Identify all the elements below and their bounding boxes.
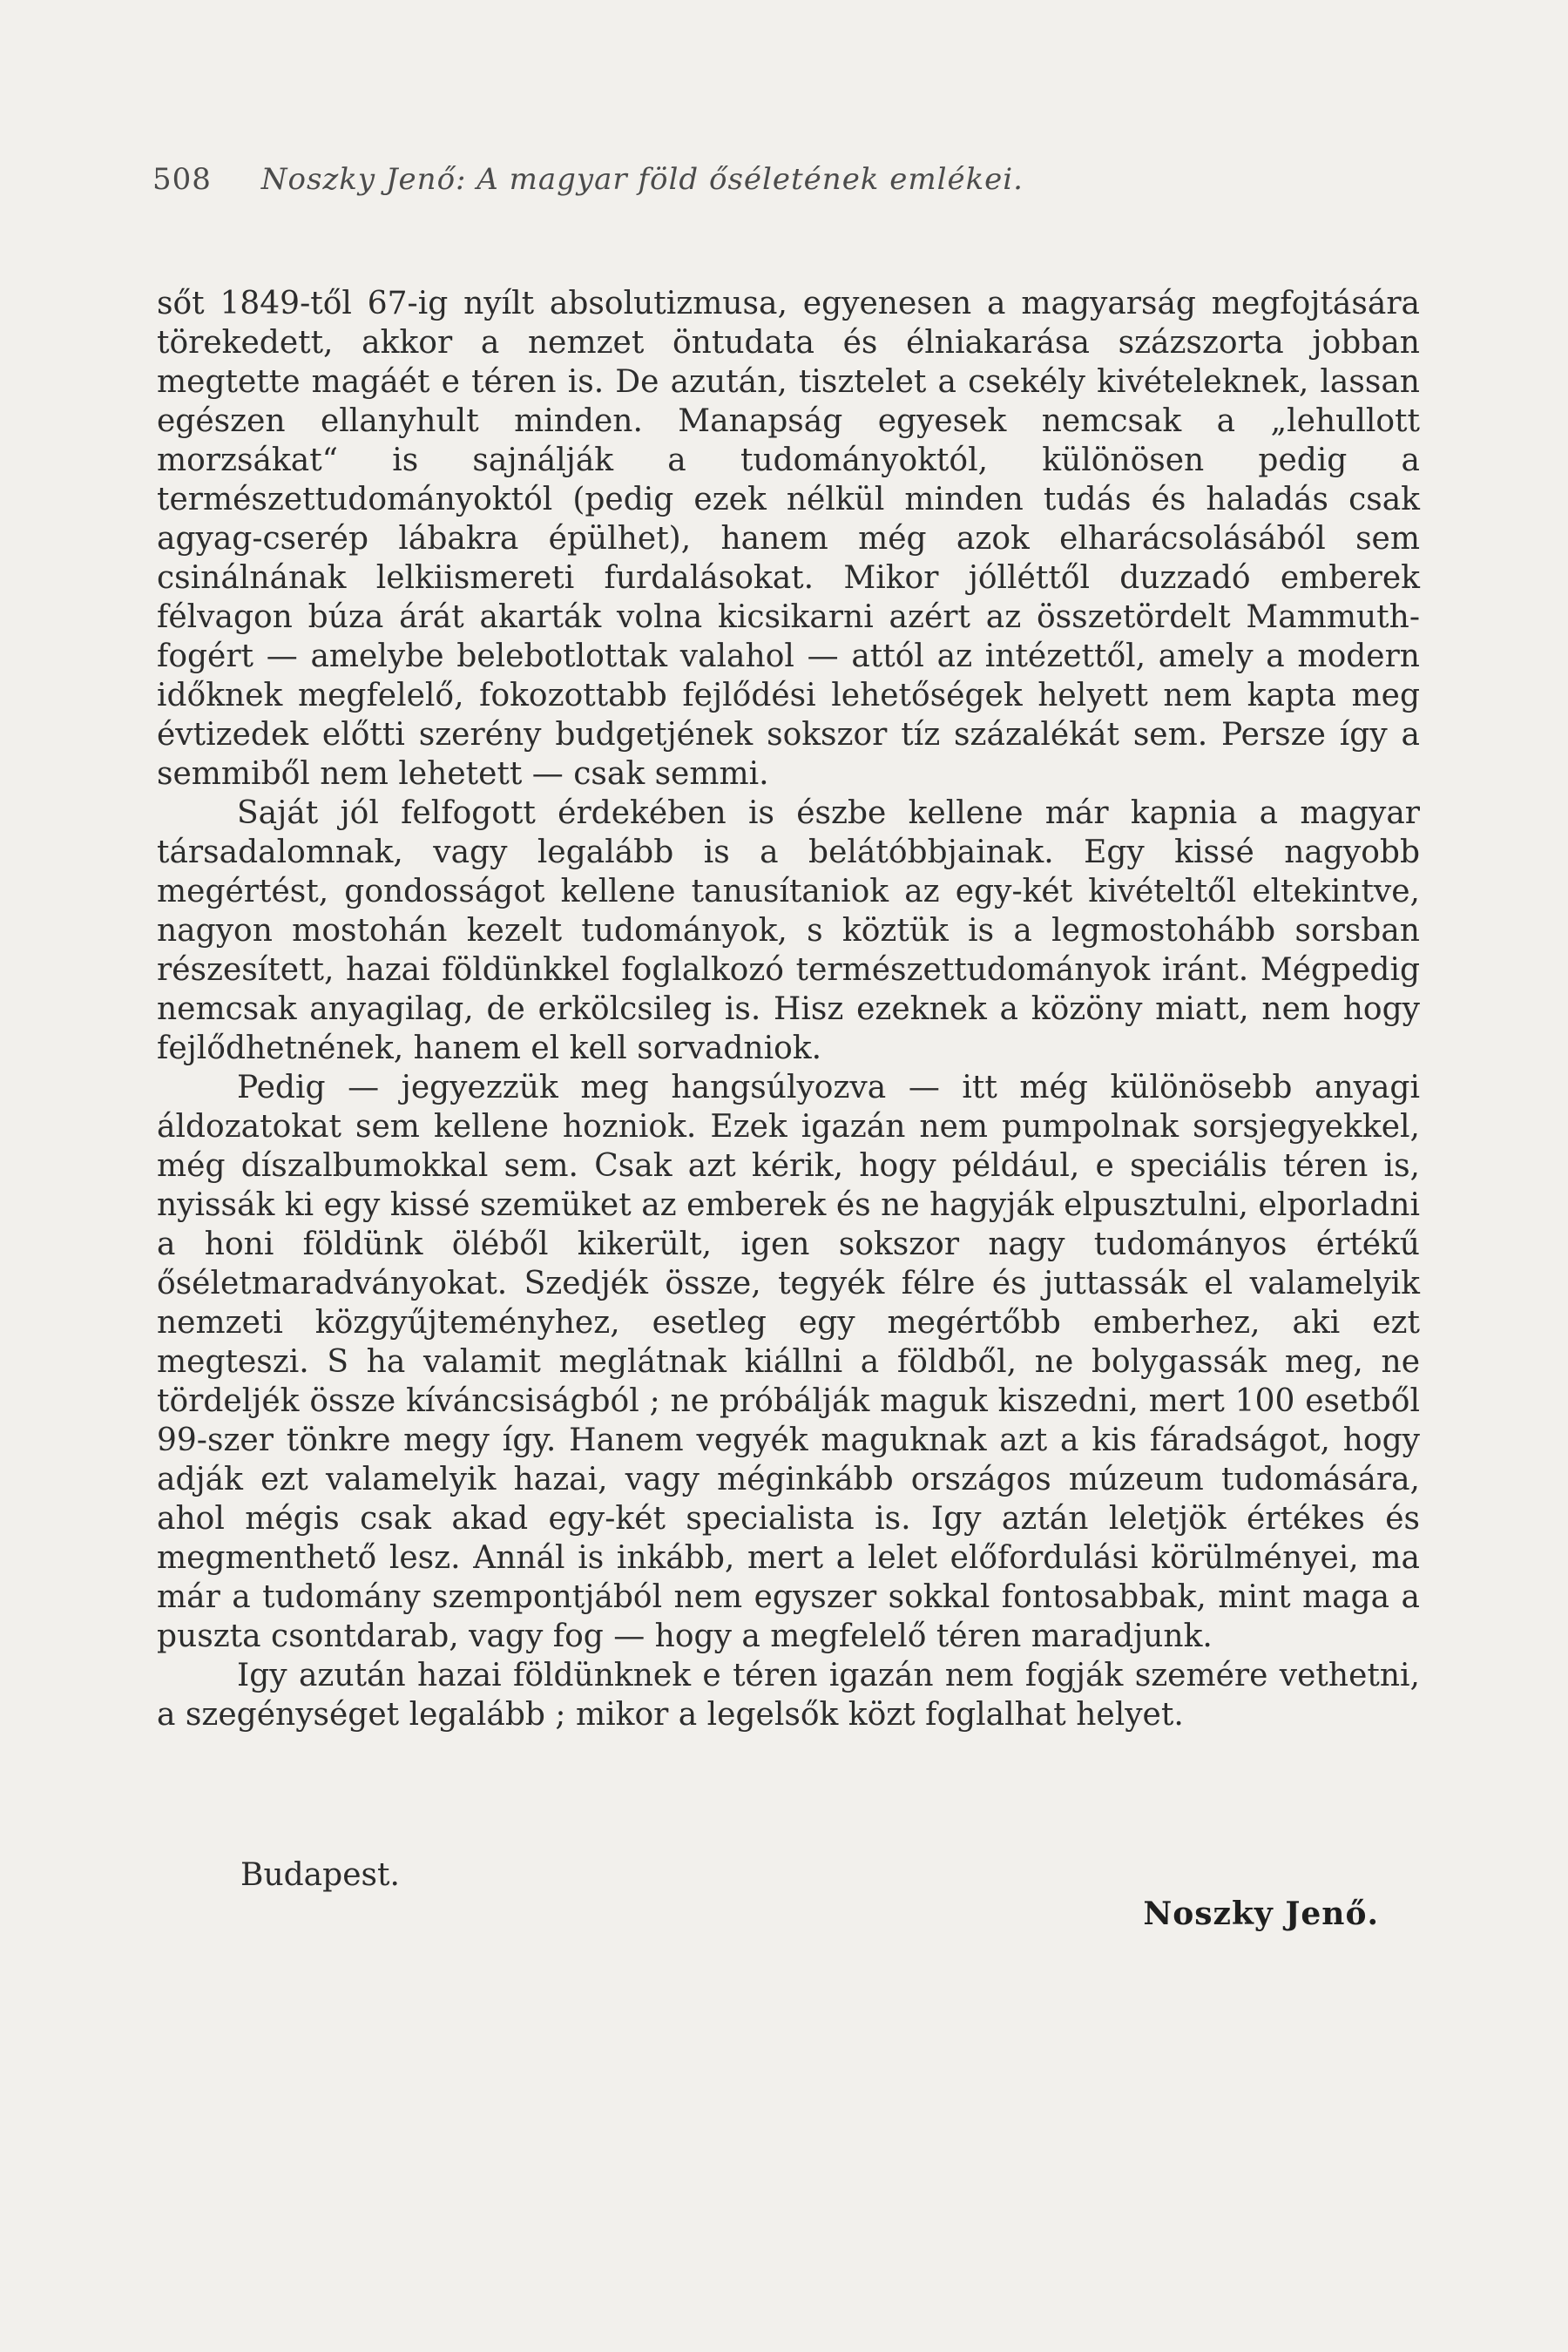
paragraph-2: Saját jól felfogott érdekében is észbe kellene már kapnia a magyar társadalomnak, vagy legalább is a belátóbbjainak. Egy kissé nagyobb megértést, gondosságot kellene tanusítaniok az egy-két kivételtől eltekintve, nagyon mostohán kezelt tudományok, s köztük is a legmostohább sorsban részesített, hazai földünkkel foglalkozó természettudományok iránt. Mégpedig nemcsak anyagilag, de erkölcsileg is. Hisz ezeknek a közöny miatt, nem hogy fejlődhetnének, hanem el kell sorvadniok. <box>157 795 1420 1066</box>
closing-place: Budapest. <box>240 1857 400 1893</box>
paragraph-3: Pedig — jegyezzük meg hangsúlyozva — itt még különösebb anyagi áldozatokat sem kellene hozniok. Ezek igazán nem pumpolnak sorsjegyekkel, még díszalbumokkal sem. Csak azt kérik, hogy például, e speciális téren is, nyissák ki egy kissé szemüket az emberek és ne hagyják elpusztulni, elporladni a honi földünk öléből kikerült, igen sokszor nagy tudományos értékű őséletmaradványokat. Szedjék össze, tegyék félre és juttassák el valamelyik nemzeti közgyűjteményhez, esetleg egy megértőbb emberhez, aki ezt megteszi. S ha valamit meglátnak kiállni a földből, ne bolygassák meg, ne tördeljék össze kíváncsiságból ; ne próbálják maguk kiszedni, mert 100 esetből 99-szer tönkre megy így. Hanem vegyék maguknak azt a kis fáradságot, hogy adják ezt valamelyik hazai, vagy méginkább országos múzeum tudomására, ahol mégis csak akad egy-két specialista is. Igy aztán leletjök értékes és megmenthető lesz. Annál is inkább, mert a lelet előfordulási körülményei, ma már a tudomány szempontjából nem egyszer sokkal fontosabbak, mint maga a puszta csontdarab, vagy fog — hogy a megfelelő téren maradjunk. <box>157 1070 1420 1654</box>
page-header <box>152 162 1372 197</box>
page-number: 508 <box>152 162 212 197</box>
author-signature: Noszky Jenő. <box>1143 1896 1379 1932</box>
article-body <box>157 284 1420 1734</box>
paragraph-4: Igy azután hazai földünknek e téren igazán nem fogják szemére vethetni, a szegénységet legalább ; mikor a legelsők közt foglalhat helyet. <box>157 1658 1420 1733</box>
running-title: Noszky Jenő: A magyar föld őséletének emlékei. <box>260 162 1024 197</box>
paragraph-1: sőt 1849-től 67-ig nyílt absolutizmusa, egyenesen a magyarság megfojtására törekedett, akkor a nemzet öntudata és élniakarása százszorta jobban megtette magáét e téren is. De azután, tisztelet a csekély kivételeknek, lassan egészen ellanyhult minden. Manapság egyesek nemcsak a „lehullott morzsákat“ is sajnálják a tudományoktól, különösen pedig a természettudományoktól (pedig ezek nélkül minden tudás és haladás csak agyag-cserép lábakra épülhet), hanem még azok elharácsolásából sem csinálnának lelkiismereti furdalásokat. Mikor jólléttől duzzadó emberek félvagon búza árát akarták volna kicsikarni azért az összetördelt Mammuth-fogért — amelybe belebotlottak valahol — attól az intézettől, amely a modern időknek megfelelő, fokozottabb fejlődési lehetőségek helyett nem kapta meg évtizedek előtti szerény budgetjének sokszor tíz százalékát sem. Persze így a semmiből nem lehetett — csak semmi. <box>157 286 1420 792</box>
